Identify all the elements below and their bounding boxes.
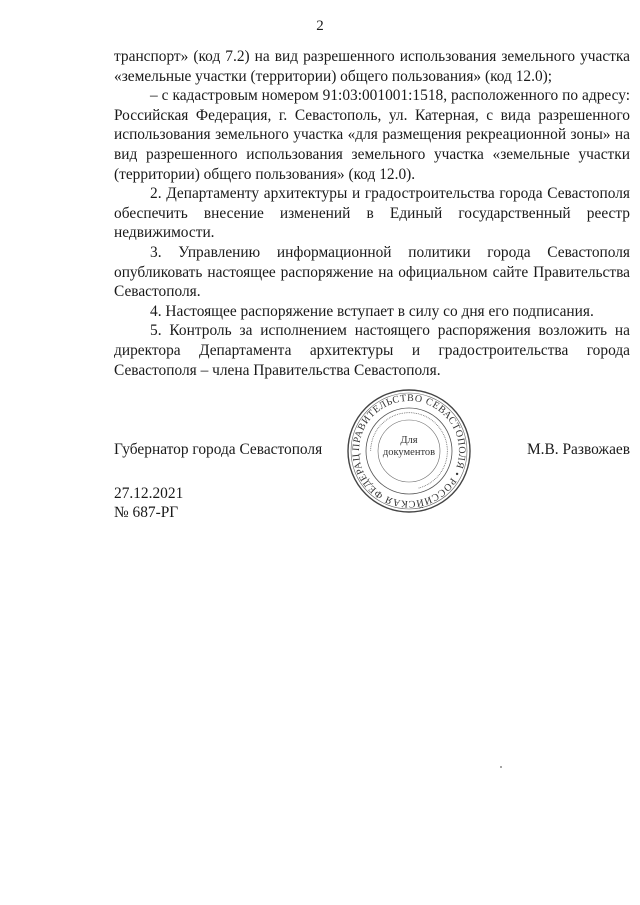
paragraph: 4. Настоящее распоряжение вступает в силу со дня его подписания.: [150, 302, 594, 320]
signatory-title: Губернатор города Севастополя: [114, 441, 323, 458]
document-body: [114, 47, 630, 380]
paragraph: 5. Контроль за исполнением настоящего распоряжения возложить на директора Департамента архитектуры и градостроительства города Севастополя – члена Правительства Севастополя.: [114, 322, 630, 379]
paragraph: – с кадастровым номером 91:03:001001:1518, расположенного по адресу: Российская Федерация, г. Севастополь, ул. Катерная, с вида разрешенного использования земельного участка «для размещения рекреационной зоны» на вид разрешенного использования земельного участка «земельные участки (территории) общего пользования» (код 12.0).: [114, 87, 630, 183]
scan-speck: [500, 766, 502, 768]
document-number: № 687-РГ: [114, 504, 179, 521]
seal-center-line: Для: [400, 435, 418, 446]
seal-center-line: документов: [382, 447, 436, 458]
signatory-name: М.В. Развожаев: [527, 441, 630, 458]
document-meta: [114, 484, 183, 522]
paragraph: 2. Департаменту архитектуры и градостроительства города Севастополя обеспечить внесение изменений в Единый государственный реестр недвижимости.: [114, 185, 630, 242]
official-seal: [346, 388, 472, 514]
document-date: 27.12.2021: [114, 485, 184, 502]
page-number: 2: [316, 18, 324, 34]
paragraph: транспорт» (код 7.2) на вид разрешенного использования земельного участка «земельные участки (территории) общего пользования» (код 12.0);: [114, 48, 630, 85]
svg-text:••••••••••••••••••••••••••••••: •••••••••••••••••••••••••••••••••••••••••••••••••••••••••••••••••••••••••••••••••••••••••••••••••: [367, 409, 451, 491]
paragraph: 3. Управлению информационной политики города Севастополя опубликовать настоящее распоряжение на официальном сайте Правительства Севастополя.: [114, 243, 630, 301]
seal-outer-text: ПРАВИТЕЛЬСТВО СЕВАСТОПОЛЯ • РОССИЙСКАЯ ФЕДЕРАЦ: [350, 392, 468, 510]
seal-center-text: [346, 435, 472, 459]
